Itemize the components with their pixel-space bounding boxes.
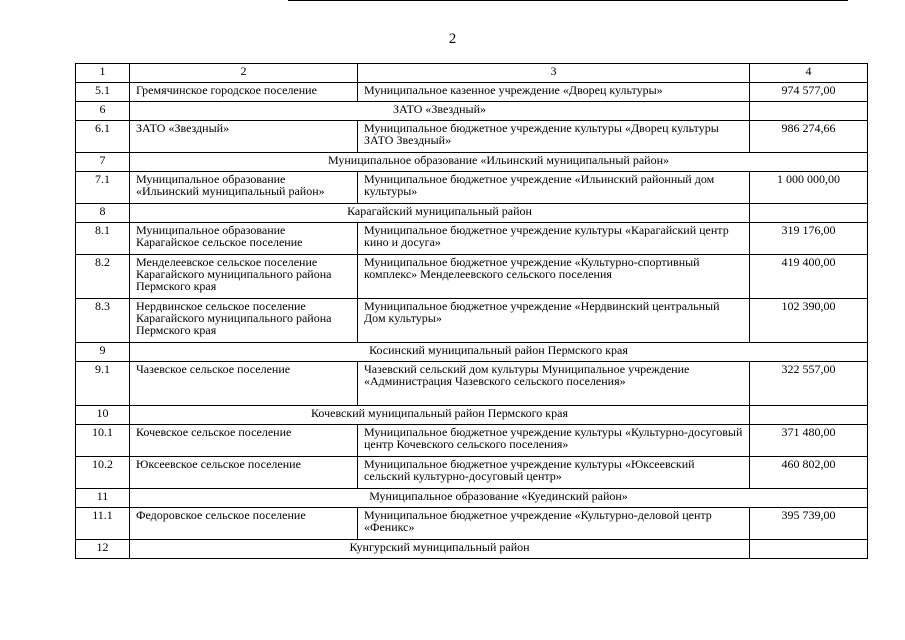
locality-cell: Федоровское сельское поселение [130,508,358,540]
column-header-3: 3 [358,64,750,83]
allocation-table [75,63,868,559]
institution-cell: Муниципальное бюджетное учреждение культуры «Карагайский центр кино и досуга» [358,223,750,255]
group-row [76,204,868,223]
table-row [76,425,868,457]
amount-cell: 419 400,00 [750,255,868,299]
empty-cell [750,406,868,425]
group-row [76,540,868,559]
column-header-2: 2 [130,64,358,83]
locality-cell: Менделеевское сельское поселение Карагайского муниципального района Пермского края [130,255,358,299]
amount-cell: 395 739,00 [750,508,868,540]
group-row [76,102,868,121]
group-number: 10 [76,406,130,425]
row-number: 8.1 [76,223,130,255]
institution-cell: Муниципальное казенное учреждение «Дворец культуры» [358,83,750,102]
table-row [76,83,868,102]
column-header-4: 4 [750,64,868,83]
group-title: Карагайский муниципальный район [130,204,750,223]
group-number: 11 [76,489,130,508]
top-rule [288,0,848,1]
group-title: Косинский муниципальный район Пермского края [130,343,868,362]
amount-cell: 322 557,00 [750,362,868,406]
amount-cell: 319 176,00 [750,223,868,255]
empty-cell [750,540,868,559]
institution-cell: Муниципальное бюджетное учреждение «Культурно-деловой центр «Феникс» [358,508,750,540]
group-row [76,406,868,425]
row-number: 10.2 [76,457,130,489]
table-row [76,255,868,299]
group-number: 6 [76,102,130,121]
amount-cell: 986 274,66 [750,121,868,153]
institution-cell: Муниципальное бюджетное учреждение культуры «Юксеевский сельский культурно-досуговый центр» [358,457,750,489]
group-title: Кунгурский муниципальный район [130,540,750,559]
institution-cell: Муниципальное бюджетное учреждение «Нердвинский центральный Дом культуры» [358,299,750,343]
locality-cell: Гремячинское городское поселение [130,83,358,102]
row-number: 6.1 [76,121,130,153]
locality-cell: Кочевское сельское поселение [130,425,358,457]
table-row [76,223,868,255]
table-row [76,172,868,204]
institution-cell: Чазевский сельский дом культуры Муниципальное учреждение «Администрация Чазевского сельского поселения» [358,362,750,406]
locality-cell: Муниципальное образование «Ильинский муниципальный район» [130,172,358,204]
locality-cell: Юксеевское сельское поселение [130,457,358,489]
institution-cell: Муниципальное бюджетное учреждение культуры «Культурно-досуговый центр Кочевского сельского поселения» [358,425,750,457]
group-number: 7 [76,153,130,172]
locality-cell: ЗАТО «Звездный» [130,121,358,153]
table-row [76,121,868,153]
group-title: Кочевский муниципальный район Пермского края [130,406,750,425]
amount-cell: 371 480,00 [750,425,868,457]
group-title: ЗАТО «Звездный» [130,102,750,121]
amount-cell: 974 577,00 [750,83,868,102]
row-number: 8.2 [76,255,130,299]
empty-cell [750,102,868,121]
row-number: 10.1 [76,425,130,457]
institution-cell: Муниципальное бюджетное учреждение культуры «Дворец культуры ЗАТО Звездный» [358,121,750,153]
table-row [76,508,868,540]
group-title: Муниципальное образование «Куединский район» [130,489,868,508]
locality-cell: Муниципальное образование Карагайское сельское поселение [130,223,358,255]
row-number: 8.3 [76,299,130,343]
group-row [76,153,868,172]
table-header-row [76,64,868,83]
amount-cell: 1 000 000,00 [750,172,868,204]
locality-cell: Нердвинское сельское поселение Карагайского муниципального района Пермского края [130,299,358,343]
empty-cell [750,204,868,223]
amount-cell: 102 390,00 [750,299,868,343]
group-title: Муниципальное образование «Ильинский муниципальный район» [130,153,868,172]
group-row [76,343,868,362]
table-row [76,299,868,343]
group-row [76,489,868,508]
institution-cell: Муниципальное бюджетное учреждение «Ильинский районный дом культуры» [358,172,750,204]
group-number: 12 [76,540,130,559]
table-row [76,362,868,406]
column-header-1: 1 [76,64,130,83]
group-number: 8 [76,204,130,223]
row-number: 11.1 [76,508,130,540]
row-number: 7.1 [76,172,130,204]
row-number: 5.1 [76,83,130,102]
amount-cell: 460 802,00 [750,457,868,489]
locality-cell: Чазевское сельское поселение [130,362,358,406]
row-number: 9.1 [76,362,130,406]
table-row [76,457,868,489]
group-number: 9 [76,343,130,362]
page-number: 2 [448,31,457,47]
institution-cell: Муниципальное бюджетное учреждение «Культурно-спортивный комплекс» Менделеевского сельского поселения [358,255,750,299]
